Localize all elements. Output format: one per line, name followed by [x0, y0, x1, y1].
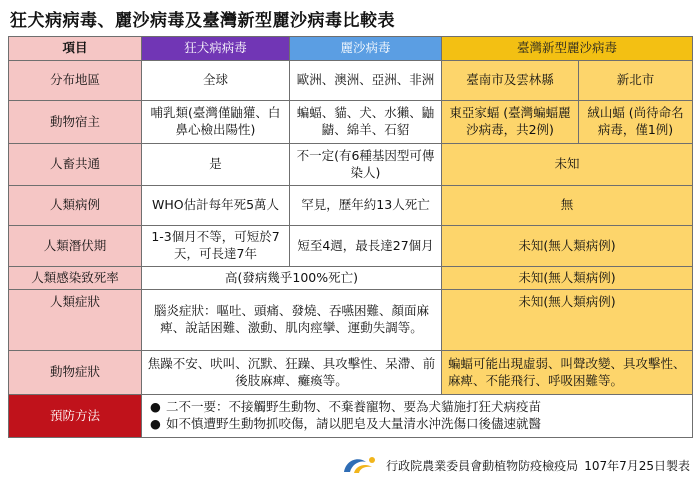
- cell-incubation-lyssa: 短至4週，最長達27個月: [290, 226, 442, 267]
- comparison-table: [8, 36, 693, 438]
- cell-cases-taiwan: 無: [442, 186, 693, 226]
- cell-fatality-combined: 高(發病幾乎100%死亡): [142, 267, 442, 290]
- cell-fatality-taiwan: 未知(無人類病例): [442, 267, 693, 290]
- cell-incubation-taiwan: 未知(無人類病例): [442, 226, 693, 267]
- table-row: [9, 267, 693, 290]
- cell-animal-symptoms-taiwan: 蝙蝠可能出現虛弱、叫聲改變、具攻擊性、麻痺、不能飛行、呼吸困難等。: [442, 351, 693, 395]
- cell-zoonosis-lyssa: 不一定(有6種基因型可傳染人): [290, 144, 442, 186]
- row-label-zoonosis: 人畜共通: [9, 144, 142, 186]
- table-row: [9, 101, 693, 144]
- prevention-item: ● 如不慎遭野生動物抓咬傷，請以肥皂及大量清水沖洗傷口後儘速就醫: [150, 416, 542, 431]
- page-title: 狂犬病病毒、麗沙病毒及臺灣新型麗沙病毒比較表: [10, 11, 395, 31]
- bullet-icon: ●: [150, 399, 161, 415]
- header-lyssavirus: 麗沙病毒: [290, 37, 442, 61]
- row-label-prevention: 預防方法: [9, 395, 142, 438]
- table-row: [9, 226, 693, 267]
- cell-host-taiwan-b: 絨山蝠 (尚待命名病毒，僅1例): [579, 101, 693, 144]
- bullet-icon: ●: [150, 416, 161, 431]
- cell-distribution-taiwan-b: 新北市: [579, 61, 693, 101]
- row-label-host: 動物宿主: [9, 101, 142, 144]
- cell-cases-lyssa: 罕見，歷年約13人死亡: [290, 186, 442, 226]
- row-label-human-symptoms: 人類症狀: [9, 290, 142, 351]
- cell-host-rabies: 哺乳類(臺灣僅鼬獾、白鼻心檢出陽性): [142, 101, 290, 144]
- row-label-incubation: 人類潛伏期: [9, 226, 142, 267]
- row-label-fatality: 人類感染致死率: [9, 267, 142, 290]
- agency-logo-icon: [340, 454, 380, 476]
- cell-zoonosis-taiwan: 未知: [442, 144, 693, 186]
- prevention-item: ● 二不一要：不接觸野生動物、不棄養寵物、要為犬貓施打狂犬病疫苗: [150, 399, 542, 415]
- footer: [340, 454, 690, 476]
- row-label-distribution: 分布地區: [9, 61, 142, 101]
- cell-distribution-taiwan-a: 臺南市及雲林縣: [442, 61, 579, 101]
- table-row: [9, 186, 693, 226]
- table-row: [9, 144, 693, 186]
- cell-distribution-rabies: 全球: [142, 61, 290, 101]
- cell-incubation-rabies: 1-3個月不等，可短於7天，可長達7年: [142, 226, 290, 267]
- header-row: [9, 37, 693, 61]
- header-taiwan-lyssavirus: 臺灣新型麗沙病毒: [442, 37, 693, 61]
- cell-human-symptoms-taiwan: 未知(無人類病例): [442, 290, 693, 351]
- prevention-row: [9, 395, 693, 438]
- row-label-cases: 人類病例: [9, 186, 142, 226]
- cell-host-taiwan-a: 東亞家蝠 (臺灣蝙蝠麗沙病毒，共2例): [442, 101, 579, 144]
- cell-host-lyssa: 蝙蝠、貓、犬、水獺、鼬鼱、綿羊、石貂: [290, 101, 442, 144]
- row-label-animal-symptoms: 動物症狀: [9, 351, 142, 395]
- cell-animal-symptoms-combined: 焦躁不安、吠叫、沉默、狂躁、具攻擊性、呆滯、前後肢麻痺、癱瘓等。: [142, 351, 442, 395]
- footer-date: 107年7月25日製表: [584, 458, 690, 473]
- header-item: 項目: [9, 37, 142, 61]
- cell-distribution-lyssa: 歐洲、澳洲、亞洲、非洲: [290, 61, 442, 101]
- table-row: [9, 290, 693, 351]
- cell-human-symptoms-combined: 腦炎症狀：嘔吐、頭痛、發燒、吞嚥困難、顏面麻痺、說話困難、激動、肌肉痙攣、運動失調等。: [142, 290, 442, 351]
- cell-cases-rabies: WHO估計每年死5萬人: [142, 186, 290, 226]
- table-row: [9, 351, 693, 395]
- table-row: [9, 61, 693, 101]
- cell-prevention: [142, 395, 693, 438]
- footer-agency: 行政院農業委員會動植物防疫檢疫局: [386, 458, 579, 473]
- cell-zoonosis-rabies: 是: [142, 144, 290, 186]
- header-rabies-virus: 狂犬病病毒: [142, 37, 290, 61]
